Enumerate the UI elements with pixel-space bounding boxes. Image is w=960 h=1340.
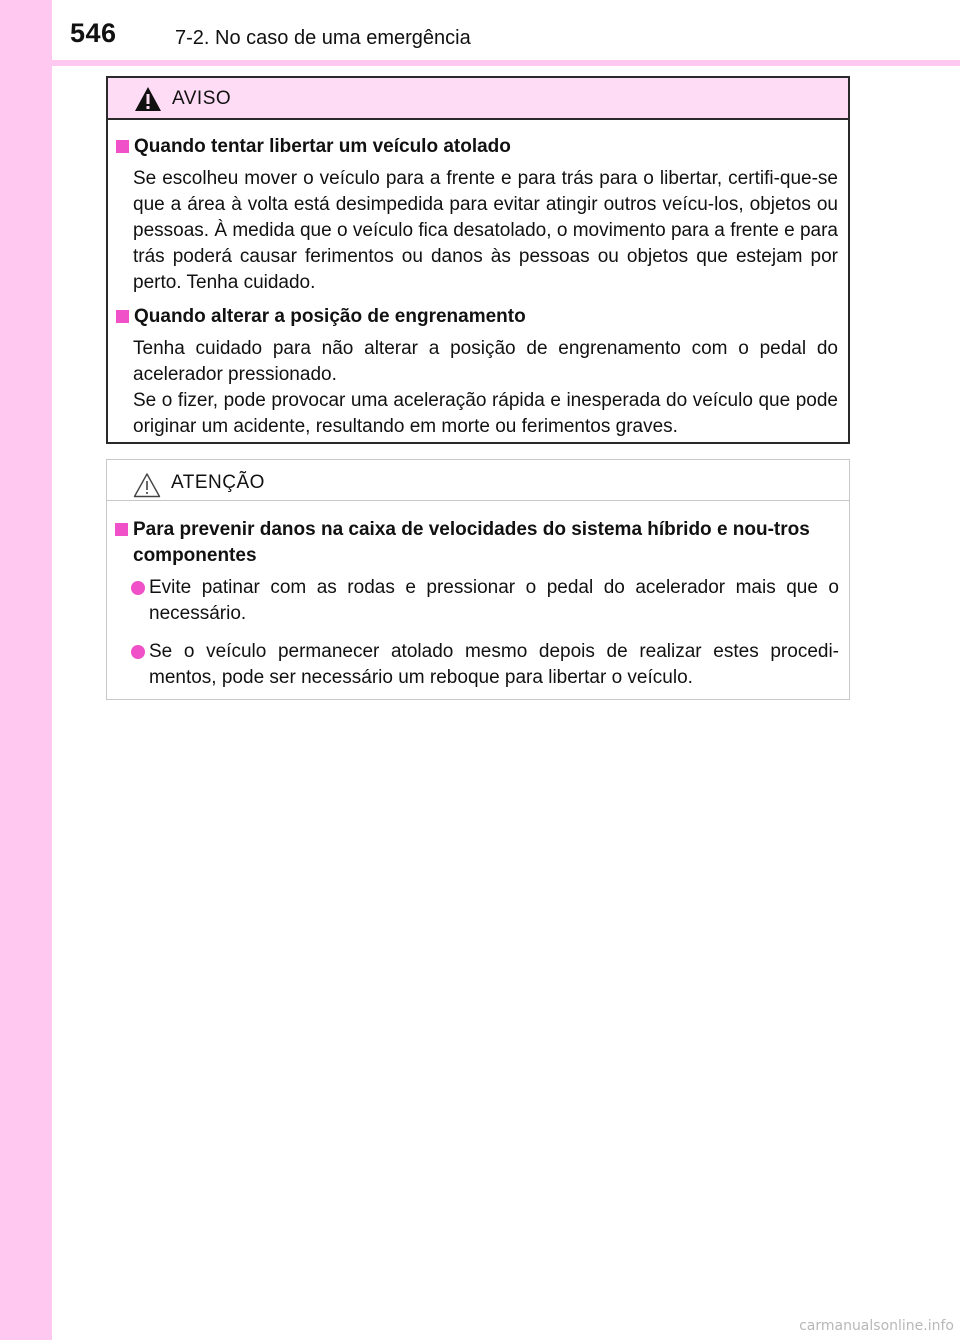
round-bullet-icon [131, 645, 145, 659]
warning-paragraph: Se o fizer, pode provocar uma aceleração rápida e inesperada do veículo que pode originar um acidente, resultando em morte ou ferimentos graves. [133, 390, 838, 437]
header-rule [52, 60, 960, 66]
caution-triangle-icon [133, 472, 161, 498]
warning-paragraph: Se escolheu mover o veículo para a frente e para trás para o libertar, certifi-que-se que a área à volta está desimpedida para evitar atingir outros veícu-los, objetos ou pessoas. À medida que o veículo fica desatolado, o movimento para a frente e para trás poderá causar ferimentos ou danos às pessoas ou objetos que estejam por perto. Tenha cuidado. [133, 168, 838, 293]
page-number: 546 [70, 18, 117, 48]
warning-triangle-icon [134, 86, 162, 112]
section-title: 7-2. No caso de uma emergência [175, 27, 471, 49]
watermark: carmanualsonline.info [799, 1318, 954, 1334]
caution-bullet: Se o veículo permanecer atolado mesmo depois de realizar estes procedi-mentos, pode ser necessário um reboque para libertar o veículo. [115, 639, 839, 691]
warning-item-title: Quando alterar a posição de engrenamento [116, 304, 838, 330]
warning-label: AVISO [172, 88, 232, 109]
warning-box [106, 76, 850, 444]
side-color-band [0, 0, 52, 1340]
round-bullet-icon [131, 581, 145, 595]
caution-label: ATENÇÃO [171, 472, 265, 493]
square-bullet-icon [115, 523, 128, 536]
warning-paragraph: Tenha cuidado para não alterar a posição de engrenamento com o pedal do acelerador pressionado. [133, 338, 838, 385]
warning-item-title: Quando tentar libertar um veículo atolado [116, 134, 838, 160]
warning-content [108, 120, 848, 440]
square-bullet-icon [116, 140, 129, 153]
caution-box [106, 459, 850, 700]
square-bullet-icon [116, 310, 129, 323]
caution-box-header [107, 460, 849, 501]
caution-content [107, 501, 849, 691]
warning-box-header [108, 78, 848, 120]
caution-item-title: Para prevenir danos na caixa de velocidades do sistema híbrido e nou-tros componentes [115, 517, 839, 569]
caution-bullet: Evite patinar com as rodas e pressionar o pedal do acelerador mais que o necessário. [115, 575, 839, 627]
